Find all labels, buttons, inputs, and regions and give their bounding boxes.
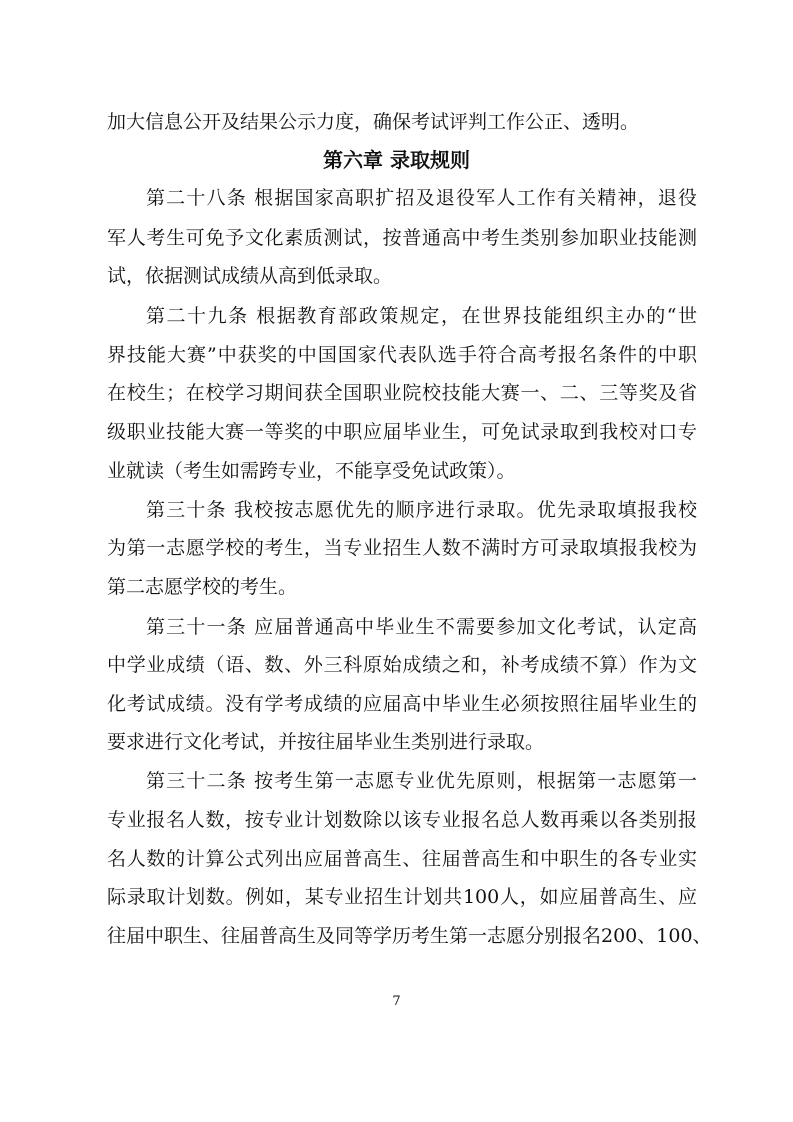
- article-line: 界技能大赛”中获奖的中国国家代表队选手符合高考报名条件的中职: [107, 344, 697, 366]
- article-line: 第三十条 我校按志愿优先的顺序进行录取。优先录取填报我校: [146, 499, 697, 521]
- article-line: 名人数的计算公式列出应届普高生、往届普高生和中职生的各专业实: [107, 848, 697, 870]
- article-line: 专业报名人数，按专业计划数除以该专业报名总人数再乘以各类别报: [107, 809, 697, 831]
- article-line: 第二志愿学校的考生。: [107, 576, 298, 598]
- article-line: 第二十九条 根据教育部政策规定，在世界技能组织主办的“世: [146, 305, 697, 327]
- article-line: 第二十八条 根据国家高职扩招及退役军人工作有关精神，退役: [146, 187, 697, 209]
- article-line: 中学业成绩（语、数、外三科原始成绩之和，补考成绩不算）作为文: [107, 654, 697, 676]
- article-line: 要求进行文化考试，并按往届毕业生类别进行录取。: [107, 731, 545, 753]
- article-line: 业就读（考生如需跨专业，不能享受免试政策）。: [107, 460, 516, 482]
- chapter-heading: 第六章 录取规则: [323, 148, 470, 172]
- article-line: 为第一志愿学校的考生，当专业招生人数不满时方可录取填报我校为: [107, 537, 697, 559]
- page-number: 7: [392, 994, 401, 1009]
- article-line: 第三十一条 应届普通高中毕业生不需要参加文化考试，认定高: [146, 616, 697, 638]
- article-line: 第三十二条 按考生第一志愿专业优先原则，根据第一志愿第一: [146, 770, 697, 792]
- paragraph-line: 加大信息公开及结果公示力度，确保考试评判工作公正、透明。: [107, 111, 640, 133]
- article-line: 级职业技能大赛一等奖的中职应届毕业生，可免试录取到我校对口专: [107, 421, 697, 443]
- article-line: 军人考生可免予文化素质测试，按普通高中考生类别参加职业技能测: [107, 227, 697, 249]
- article-line: 际录取计划数。例如，某专业招生计划共100人，如应届普高生、应: [107, 886, 697, 908]
- article-line: 化考试成绩。没有学考成绩的应届高中毕业生必须按照往届毕业生的: [107, 693, 697, 715]
- article-line: 试，依据测试成绩从高到低录取。: [107, 265, 393, 287]
- article-line: 在校生；在校学习期间获全国职业院校技能大赛一、二、三等奖及省: [107, 382, 697, 404]
- article-line: 往届中职生、往届普高生及同等学历考生第一志愿分别报名200、100、: [107, 925, 712, 947]
